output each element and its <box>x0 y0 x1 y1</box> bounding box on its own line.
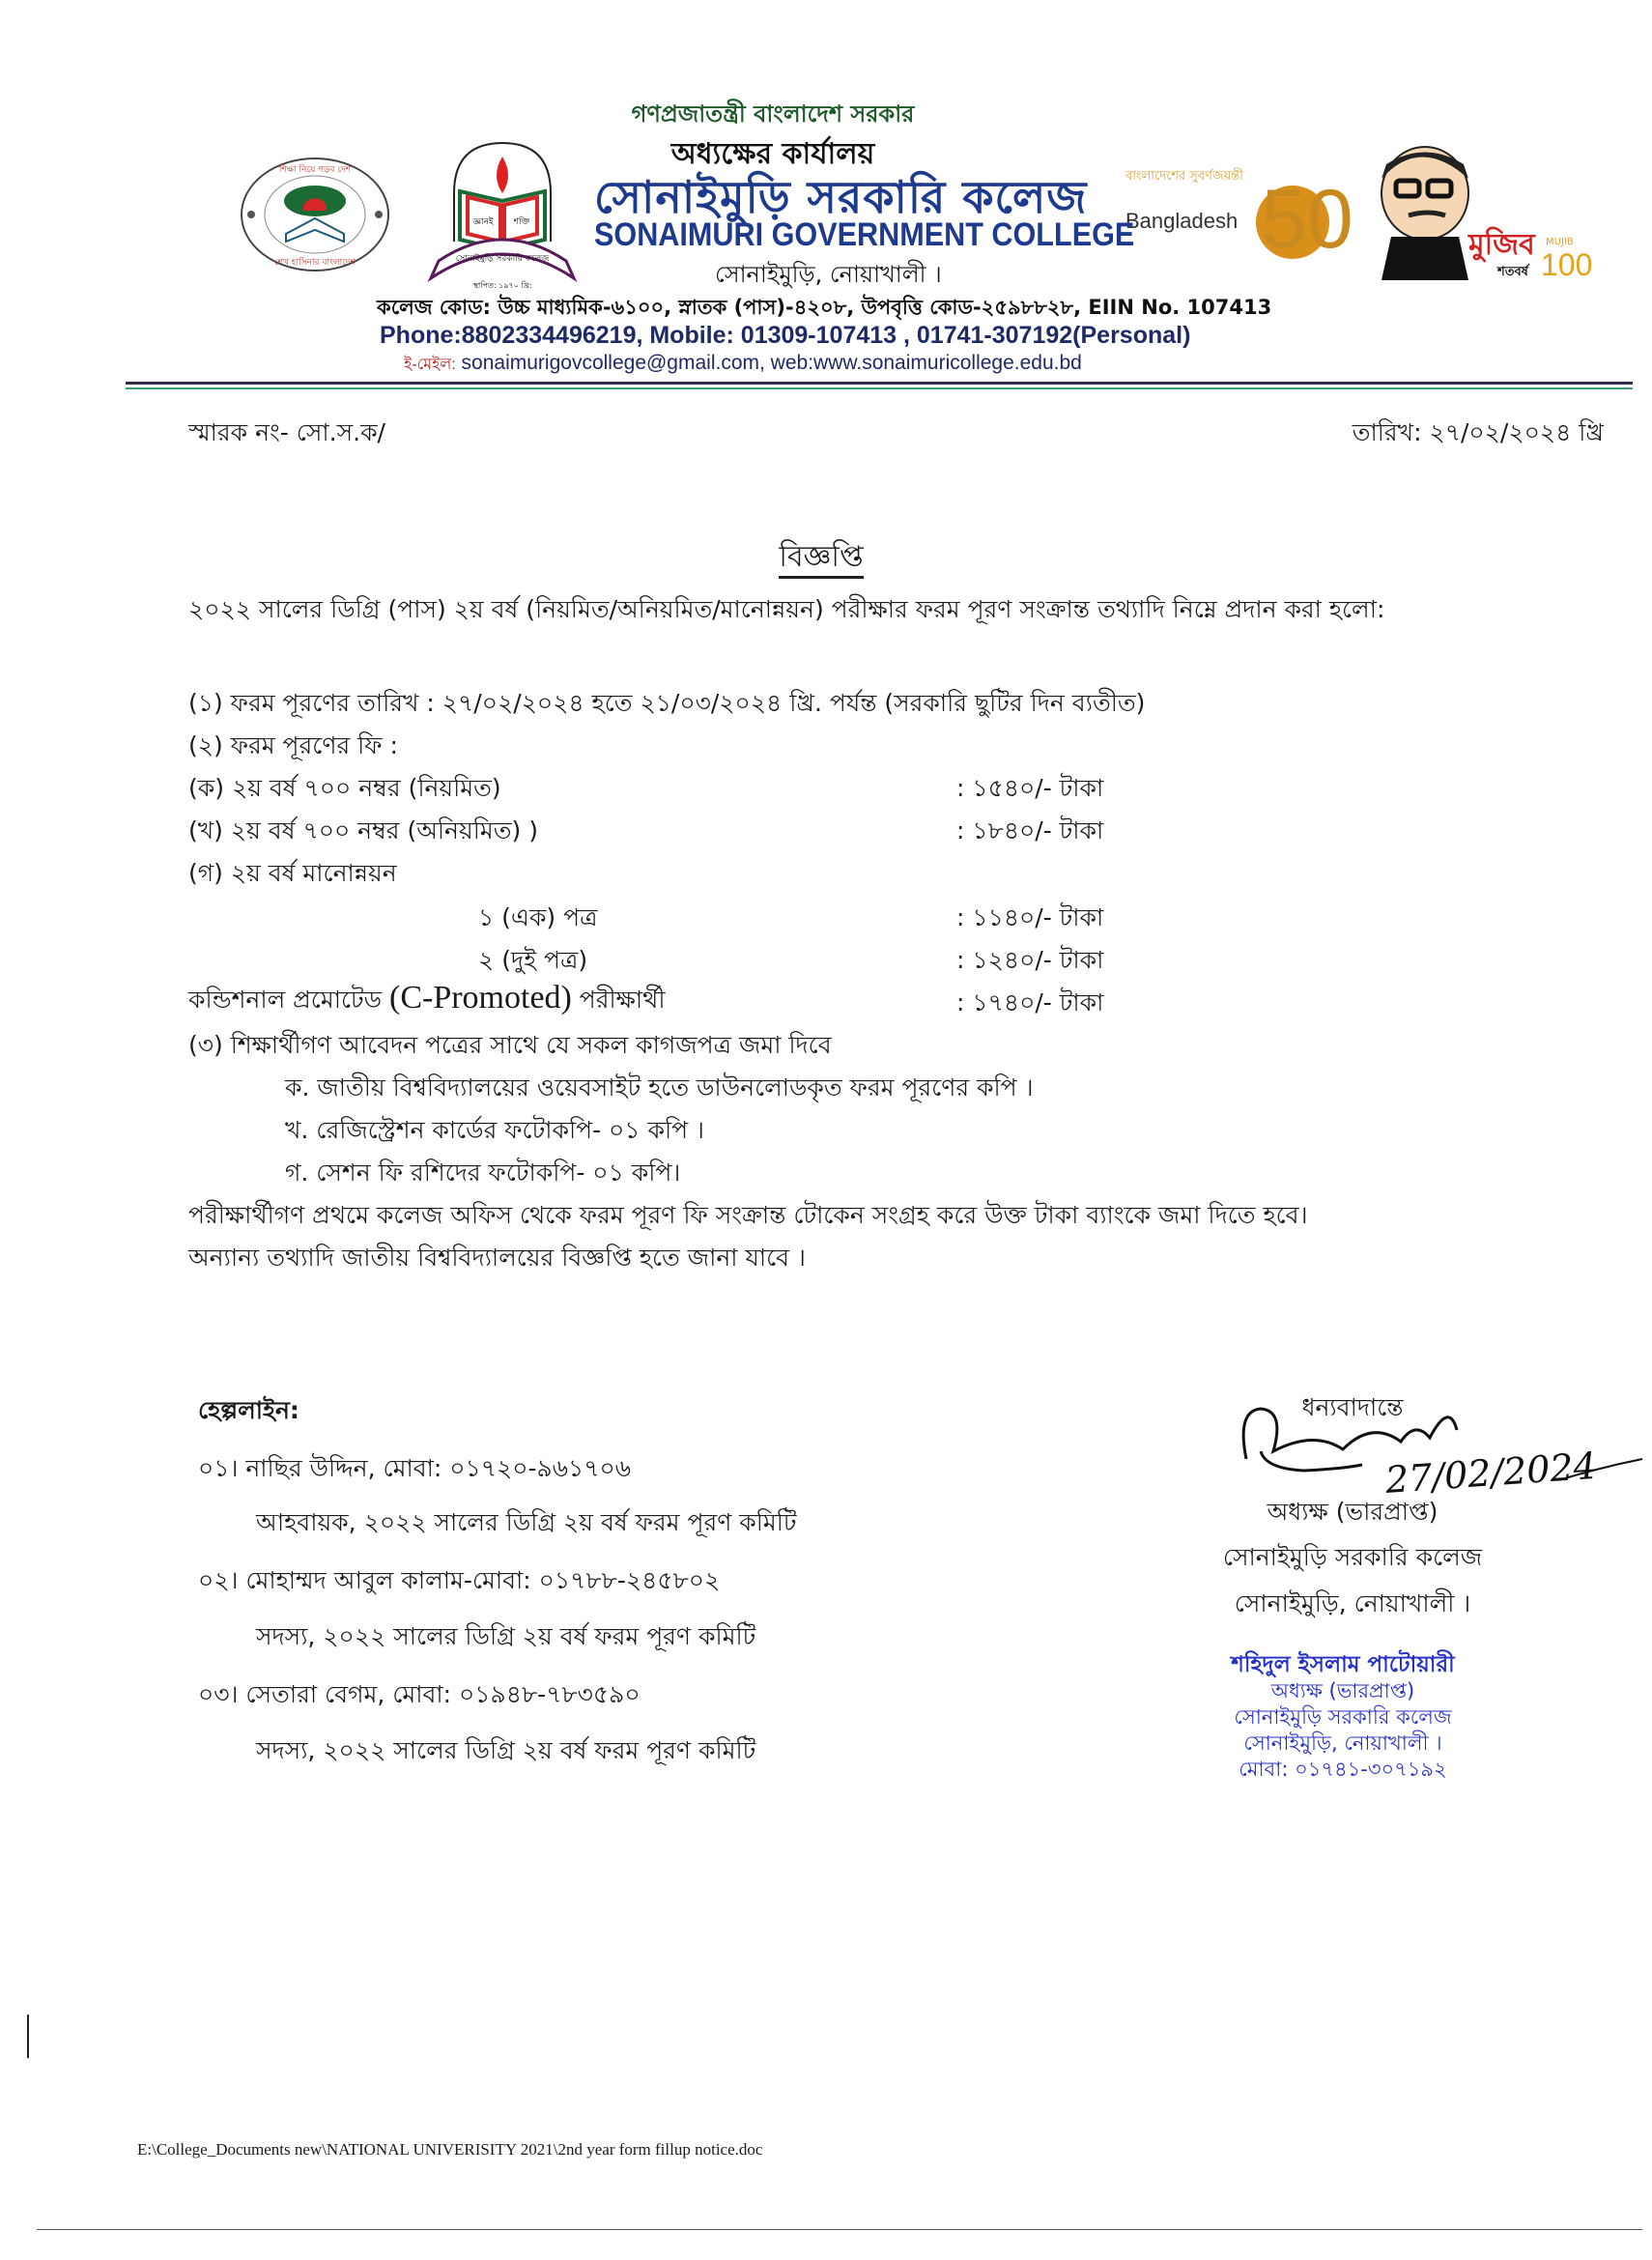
seal-college: সোনাইমুড়ি সরকারি কলেজ <box>1234 1705 1452 1729</box>
memo-number: স্মারক নং- সো.স.ক/ <box>188 418 385 446</box>
form-fillup-dates: (১) ফরম পূরণের তারিখ : ২৭/০২/২০২৪ হতে ২১/০৩/২০২৪ খ্রি. পর্যন্ত (সরকারি ছুটির দিন ব্যতীত) <box>188 689 1146 717</box>
documents-heading: (৩) শিক্ষার্থীগণ আবেদন পত্রের সাথে যে সকল কাগজপত্র জমা দিবে <box>188 1031 832 1059</box>
thanks-text: ধন্যবাদান্তে <box>1301 1393 1404 1421</box>
cpromoted-en: (C-Promoted) <box>389 980 572 1016</box>
fee-value: : ১৮৪০/- টাকা <box>956 816 1104 844</box>
helpline-contact: ০১। নাছির উদ্দিন, মোবা: ০১৭২০-৯৬১৭০৬ <box>198 1454 632 1482</box>
logo-text: 100 <box>1541 247 1593 282</box>
fee-value: : ১৫৪০/- টাকা <box>956 774 1104 802</box>
fee-heading: (২) ফরম পূরণের ফি : <box>188 731 398 759</box>
college-name-bn: সোনাইমুড়ি সরকারি কলেজ <box>594 171 1088 223</box>
email-label: ই-মেইল: <box>404 357 456 373</box>
logo-text: স্থাপিত: ১৯৭০ খ্রি: <box>472 281 532 290</box>
fee-label: (ক) ২য় বর্ষ ৭০০ নম্বর (নিয়মিত) <box>188 774 501 802</box>
helpline-role: সদস্য, ২০২২ সালের ডিগ্রি ২য় বর্ষ ফরম পূরণ কমিটি <box>256 1622 756 1650</box>
cpromoted-pre: কন্ডিশনাল প্রমোটেড <box>188 986 389 1014</box>
logo-text: সোনাইমুড়ি সরকারি কলেজ <box>455 254 550 264</box>
fee-label: (গ) ২য় বর্ষ মানোন্নয়ন <box>188 859 397 887</box>
college-name-en: SONAIMURI GOVERNMENT COLLEGE <box>594 216 1135 253</box>
fee-label: ২ (দুই পত্র) <box>478 946 588 974</box>
official-seal <box>1140 1652 1546 1783</box>
helpline-title: হেল্পলাইন: <box>198 1396 299 1424</box>
seal-mobile: মোবা: ০১৭৪১-৩০৭১৯২ <box>1239 1758 1447 1781</box>
college-email-web <box>404 352 1082 378</box>
helpline-role: আহবায়ক, ২০২২ সালের ডিগ্রি ২য় বর্ষ ফরম পূরণ কমিটি <box>256 1508 797 1536</box>
fee-label: (খ) ২য় বর্ষ ৭০০ নম্বর (অনিয়মিত) ) <box>188 816 538 844</box>
college-codes: কলেজ কোড: উচ্চ মাধ্যমিক-৬১০০, স্নাতক (পাস)-৪২০৮, উপবৃত্তি কোড-২৫৯৮৮২৮, EIIN No. 107413 <box>377 296 1272 319</box>
government-heading: গণপ্রজাতন্ত্রী বাংলাদেশ সরকার <box>631 100 915 128</box>
college-location: সোনাইমুড়ি, নোয়াখালী । <box>715 261 942 288</box>
document-item: খ. রেজিস্ট্রেশন কার্ডের ফটোকপি- ০১ কপি । <box>285 1116 704 1144</box>
header-divider <box>126 382 1633 385</box>
notice-title-text: বিজ্ঞপ্তি <box>779 540 863 579</box>
logo-text: শেখ হাসিনার বাংলাদেশ <box>274 258 356 268</box>
seal-name: শহিদুল ইসলাম পাটোয়ারী <box>1231 1652 1455 1677</box>
seal-designation: অধ্যক্ষ (ভারপ্রাপ্ত) <box>1270 1679 1415 1702</box>
scan-mark <box>27 2015 29 2058</box>
document-item: ক. জাতীয় বিশ্ববিদ্যালয়ের ওয়েবসাইট হতে ডাউনলোডকৃত ফরম পূরণের কপি । <box>285 1073 1034 1101</box>
closing-note: অন্যান্য তথ্যাদি জাতীয় বিশ্ববিদ্যালয়ের বিজ্ঞপ্তি হতে জানা যাবে । <box>188 1244 806 1272</box>
seal-place: সোনাইমুড়ি, নোয়াখালী । <box>1243 1731 1442 1755</box>
helpline-contact: ০২। মোহাম্মদ আবুল কালাম-মোবা: ০১৭৮৮-২৪৫৮০২ <box>198 1566 721 1594</box>
document-item: গ. সেশন ফি রশিদের ফটোকপি- ০১ কপি। <box>285 1159 681 1187</box>
office-heading: অধ্যক্ষের কার্যালয় <box>670 137 875 171</box>
helpline-contact: ০৩। সেতারা বেগম, মোবা: ০১৯৪৮-৭৮৩৫৯০ <box>198 1680 641 1708</box>
fee-value: : ১৭৪০/- টাকা <box>956 988 1104 1016</box>
logo-text: Bangladesh <box>1125 209 1239 233</box>
file-path: E:\College_Documents new\NATIONAL UNIVERISITY 2021\2nd year form fillup notice.doc <box>137 2140 763 2159</box>
fee-table <box>188 769 1154 1020</box>
fee-value: : ১১৪০/- টাকা <box>956 903 1104 931</box>
logo-text: শক্তি <box>513 217 530 227</box>
notice-intro: ২০২২ সালের ডিগ্রি (পাস) ২য় বর্ষ (নিয়মিত/অনিয়মিত/মানোন্নয়ন) পরীক্ষার ফরম পূরণ সংক্রান্ত তথ্যাদি নিম্নে প্রদান করা হলো: <box>188 595 1385 623</box>
email-text: sonaimurigovcollege@gmail.com, web:www.sonaimuricollege.edu.bd <box>455 352 1082 374</box>
helpline-role: সদস্য, ২০২২ সালের ডিগ্রি ২য় বর্ষ ফরম পূরণ কমিটি <box>256 1736 756 1764</box>
header-divider-green <box>126 387 1633 389</box>
notice-date: তারিখ: ২৭/০২/২০২৪ খ্রি <box>1352 418 1604 446</box>
signatory-place: সোনাইমুড়ি, নোয়াখালী । <box>1234 1589 1471 1617</box>
logo-text: জ্ঞানই <box>472 217 494 227</box>
logo-text: শিক্ষা নিয়ে গড়ব দেশ <box>278 165 352 175</box>
cpromoted-post: পরীক্ষার্থী <box>571 986 666 1014</box>
fee-value: : ১২৪০/- টাকা <box>956 946 1104 974</box>
logo-text: মুজিব <box>1468 228 1535 262</box>
signatory-designation: অধ্যক্ষ (ভারপ্রাপ্ত) <box>1267 1498 1438 1526</box>
fee-label: ১ (এক) পত্র <box>478 903 598 931</box>
logo-text: MUJIB <box>1546 237 1574 247</box>
page-bottom-rule <box>37 2229 1642 2230</box>
college-phone: Phone:8802334496219, Mobile: 01309-107413 , 01741-307192(Personal) <box>380 322 1191 349</box>
handwritten-date: 27/02/2024 <box>1383 1444 1599 1502</box>
notice-title <box>0 533 1642 583</box>
logo-text: শতবর্ষ <box>1497 265 1528 279</box>
closing-instruction: পরীক্ষার্থীগণ প্রথমে কলেজ অফিস থেকে ফরম পূরণ ফি সংক্রান্ত টোকেন সংগ্রহ করে উক্ত টাকা ব্যাংকে জমা দিতে হবে। <box>188 1201 1308 1229</box>
signatory-college: সোনাইমুড়ি সরকারি কলেজ <box>1222 1543 1483 1571</box>
cpromoted-label <box>188 980 666 1022</box>
logo-text: বাংলাদেশের সুবর্ণজয়ন্তী <box>1125 169 1243 184</box>
logo-text: 50 <box>1261 173 1353 266</box>
